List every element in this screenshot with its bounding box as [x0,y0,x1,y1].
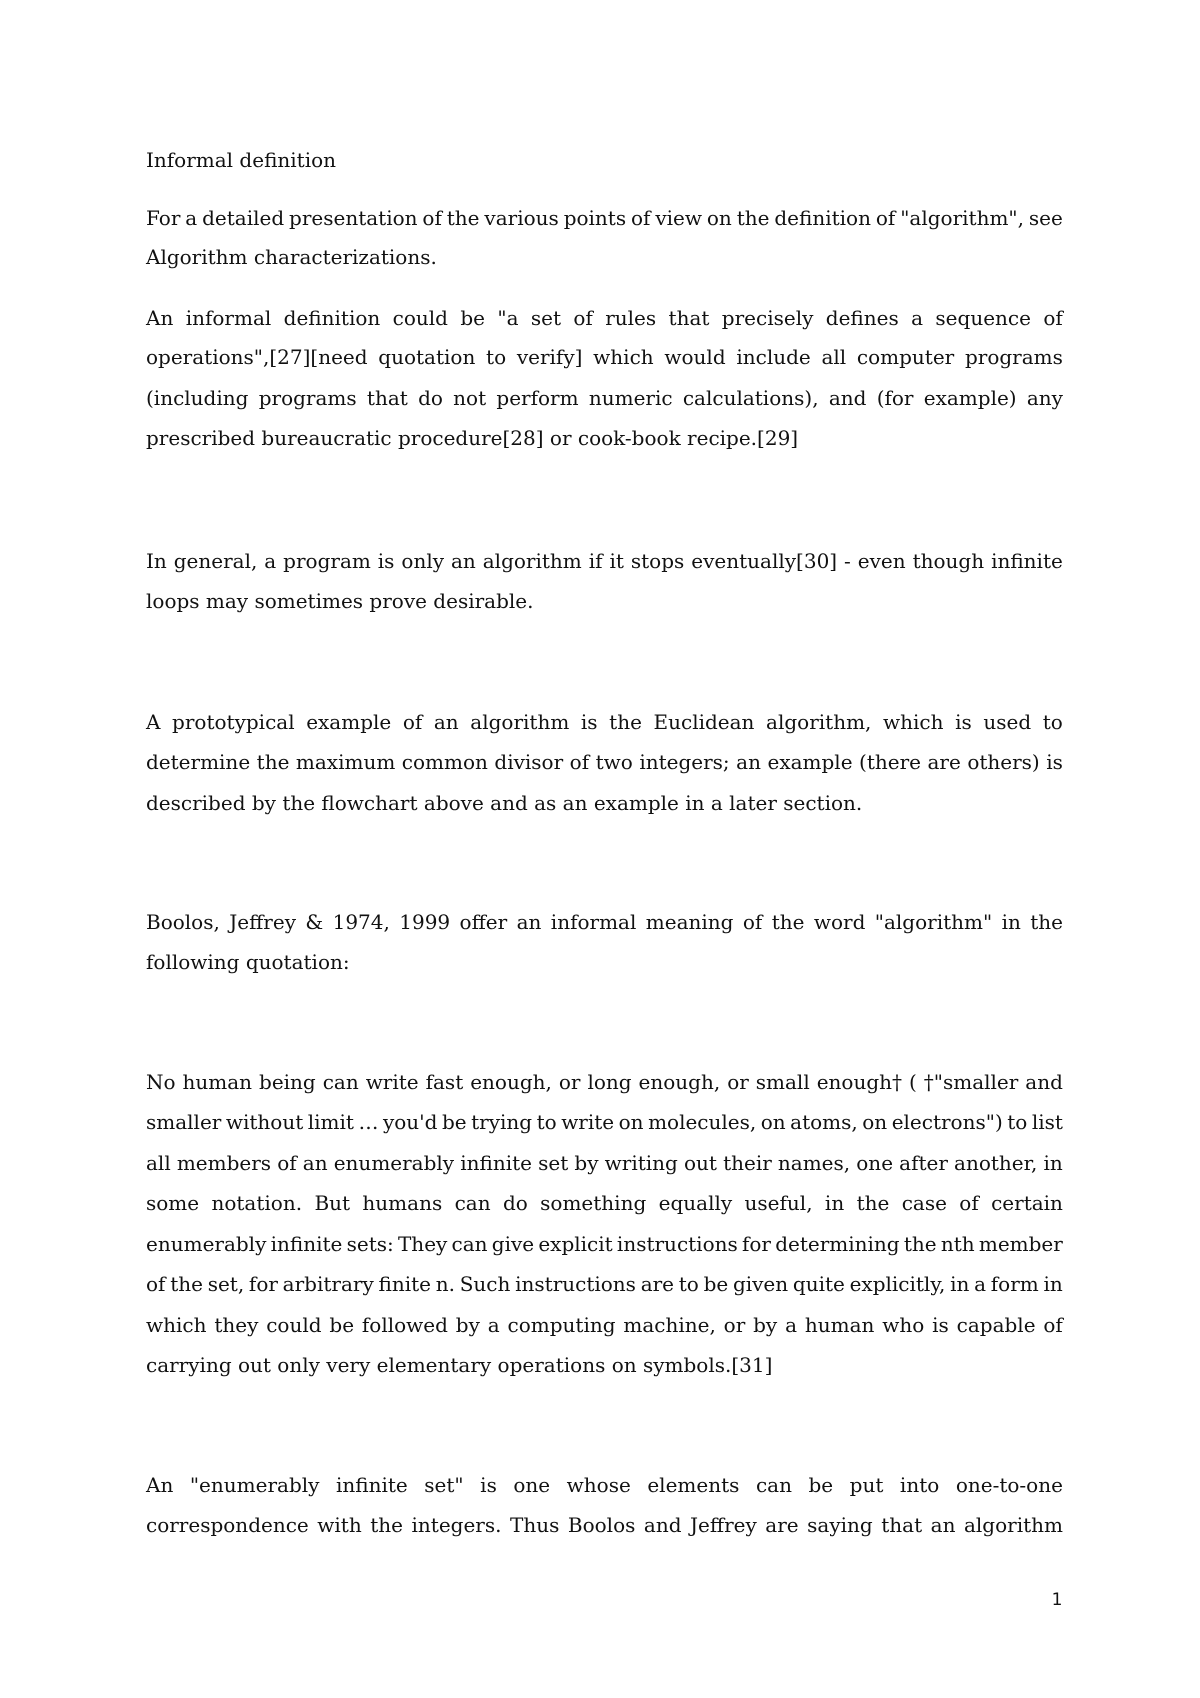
word: computing [507,1313,616,1337]
word: of [569,750,590,774]
word: maximum [295,750,396,774]
word: would [664,345,726,369]
word: integers. [411,1513,502,1537]
word: an [450,549,476,573]
word: writing [604,1151,678,1175]
paragraph-2-line-1 [146,306,1063,330]
word: algorithm [482,549,582,573]
paragraph-3-line-1 [146,549,1063,573]
word: algorithm [470,710,570,734]
word: view [655,206,702,230]
word: not [453,386,487,410]
word: quite [792,1272,845,1296]
word: one-to-one [955,1473,1063,1497]
paragraph-6-line-5 [146,1232,1063,1256]
word: set, [207,1272,245,1296]
word: that [881,1513,923,1537]
word: of [959,1191,979,1215]
word: and [1025,1070,1063,1094]
word: instructions [616,1232,738,1256]
word: presentation [289,206,418,230]
word: even [857,549,906,573]
word: equally [658,1191,733,1215]
word: stops [630,549,685,573]
word: or [727,1070,749,1094]
word: quotation [378,345,476,369]
word: another, [954,1151,1038,1175]
word: useful, [744,1191,813,1215]
word: (there [859,750,921,774]
word: are [640,1272,675,1296]
word: for [741,1232,771,1256]
word: explicit [538,1232,613,1256]
word: can [755,1473,792,1497]
word: or [558,1070,581,1094]
word: followed [361,1313,448,1337]
word: are [927,750,961,774]
word: in [1043,1151,1063,1175]
word: or [723,1313,746,1337]
word: Jeffrey [229,910,296,934]
word: the [856,1191,890,1215]
word: sequence [935,306,1031,330]
paragraph-6-line-3 [146,1151,1063,1175]
word: an [302,1151,328,1175]
paragraph-5-line-2: following quotation: [146,950,350,974]
word: it [609,549,624,573]
word: example) [923,386,1017,410]
word: For [146,206,181,230]
word: set [538,1151,569,1175]
word: write [561,1110,615,1134]
word: of [573,306,593,330]
word: could [266,1313,322,1337]
word: Boolos, [146,910,220,934]
word: names, [777,1151,851,1175]
word: be [329,1313,355,1337]
word: "algorithm", [900,206,1024,230]
word: all [146,1151,171,1175]
word: infinite [991,549,1063,573]
word: the [609,710,642,734]
word: used [983,710,1032,734]
word: programs [258,386,357,410]
word: to [1007,1110,1028,1134]
word: of [875,206,896,230]
word: detailed [202,206,285,230]
word: But [314,1191,351,1215]
word: program [283,549,371,573]
word: Jeffrey [690,1513,757,1537]
word: human [182,1070,253,1094]
word: and [643,1513,682,1537]
word: determining [775,1232,900,1256]
word: of [742,910,763,934]
word: the [256,750,290,774]
word: is [580,710,598,734]
word: algorithm [963,1513,1063,1537]
word: enough† [816,1070,903,1094]
word: an [930,1513,956,1537]
word: definition [283,306,381,330]
word: a [264,549,277,573]
word: trying [471,1110,533,1134]
word: precisely [721,306,814,330]
word: for [248,1272,278,1296]
word: … [358,1110,379,1134]
word: in [1043,1272,1063,1296]
word: explicitly, [849,1272,946,1296]
section-heading: Informal definition [146,148,337,172]
word: member [978,1232,1063,1256]
word: and [828,386,867,410]
word: integers; [639,750,730,774]
word: in [950,1272,970,1296]
word: can [322,1070,359,1094]
word: in [824,1191,845,1215]
word: - [844,549,851,573]
word: be [703,1272,729,1296]
word: offer [459,910,508,934]
paragraph-4-line-3: described by the flowchart above and as an example in a later section. [146,791,863,815]
word: if [588,549,603,573]
word: something [540,1191,647,1215]
word: enumerably [146,1232,267,1256]
word: on [706,206,732,230]
word: humans [362,1191,443,1215]
word: enough, [470,1070,552,1094]
word: They [397,1232,448,1256]
word: all [821,345,847,369]
word: & [305,910,324,934]
word: definition [774,206,871,230]
word: nth [940,1232,975,1256]
word: on [618,1110,644,1134]
word: operations",[27][need [146,345,368,369]
word: being [259,1070,316,1094]
word: their [723,1151,772,1175]
word: the [370,1513,403,1537]
word: 1974, [332,910,390,934]
word: out [683,1151,717,1175]
word: that [668,306,710,330]
paragraph-4-line-2 [146,750,1063,774]
word: of [422,206,442,230]
word: into [899,1473,940,1497]
word: members [176,1151,272,1175]
word: prototypical [172,710,295,734]
word: defines [825,306,899,330]
paragraph-2-line-4: prescribed bureaucratic procedure[28] or cook-book recipe.[29] [146,426,799,450]
word: notation. [211,1191,303,1215]
word: a [487,1313,500,1337]
word: In [146,549,167,573]
word: "enumerably [189,1473,320,1497]
word: enumerably [333,1151,455,1175]
paragraph-6-line-1 [146,1070,1063,1094]
word: small [755,1070,810,1094]
word: which [146,1313,207,1337]
paragraph-1-line-2: Algorithm characterizations. [146,245,437,269]
word: you'd [382,1110,438,1134]
word: are [765,1513,799,1537]
paragraph-3-line-2: loops may sometimes prove desirable. [146,589,534,613]
word: limit [307,1110,354,1134]
word: electrons") [891,1110,1003,1134]
word: is [1046,750,1063,774]
word: Such [459,1272,511,1296]
word: sets: [346,1232,394,1256]
word: with [317,1513,362,1537]
word: finite [378,1272,431,1296]
word: be [808,1473,834,1497]
word: is [377,549,395,573]
word: infinite [460,1151,533,1175]
word: who [882,1313,925,1337]
word: they [214,1313,259,1337]
word: the [446,206,480,230]
word: perform [496,386,579,410]
word: any [1026,386,1063,410]
word: some [146,1191,200,1215]
word: certain [991,1191,1063,1215]
word: An [146,306,174,330]
word: list [1031,1110,1063,1134]
word: calculations), [682,386,819,410]
word: ( [909,1070,917,1094]
word: given [732,1272,789,1296]
word: to [536,1110,557,1134]
word: 1999 [399,910,451,934]
paragraph-2-line-2 [146,345,1063,369]
word: one [856,1151,894,1175]
word: points [563,206,627,230]
word: be [460,306,485,330]
paragraph-4-line-1 [146,710,1063,734]
paragraph-6-line-7 [146,1313,1063,1337]
word: (for [876,386,914,410]
word: of [146,1272,166,1296]
word: of [402,710,423,734]
word: rules [605,306,657,330]
paragraph-7-line-2 [146,1513,1063,1537]
word: smaller [146,1110,222,1134]
word: by [574,1151,599,1175]
word: informal [185,306,272,330]
paragraph-7-line-1 [146,1473,1063,1497]
word: numeric [588,386,673,410]
word: can [451,1232,488,1256]
word: atoms, [790,1110,858,1134]
word: determine [146,750,251,774]
paragraph-2-line-3 [146,386,1063,410]
word: which [883,710,944,734]
word: two [595,750,633,774]
word: computer [856,345,955,369]
word: arbitrary [282,1272,374,1296]
word: is [932,1313,949,1337]
word: form [990,1272,1039,1296]
word: which [593,345,654,369]
word: Boolos [567,1513,636,1537]
word: meaning [645,910,734,934]
word: divisor [494,750,564,774]
word: put [849,1473,884,1497]
word: various [484,206,559,230]
word: whose [566,1473,631,1497]
word: algorithm, [766,710,872,734]
word: eventually[30] [691,549,838,573]
word: Thus [510,1513,560,1537]
paragraph-6-line-4 [146,1191,1063,1215]
word: a [974,1272,987,1296]
word: (including [146,386,249,410]
word: saying [807,1513,873,1537]
word: example [767,750,853,774]
word: only [401,549,445,573]
word: set [530,306,562,330]
word: on [862,1110,888,1134]
word: a [785,1313,798,1337]
word: An [146,1473,174,1497]
word: common [401,750,488,774]
word: programs [964,345,1063,369]
word: molecules, [648,1110,757,1134]
paragraph-6-line-6 [146,1272,1063,1296]
word: infinite [335,1473,408,1497]
paragraph-5-line-1 [146,910,1063,934]
word: an [516,910,542,934]
word: A [146,710,161,734]
word: No [146,1070,176,1094]
word: though [912,549,985,573]
word: the [170,1272,203,1296]
word: a [911,306,924,330]
word: of [1043,1313,1063,1337]
word: verify] [516,345,583,369]
word: of [1043,306,1063,330]
word: on [760,1110,786,1134]
word: one [513,1473,551,1497]
word: by [455,1313,480,1337]
word: Euclidean [653,710,755,734]
paragraph-6-line-8: carrying out only very elementary operations on symbols.[31] [146,1353,773,1377]
word: "algorithm" [874,910,993,934]
word: others) [967,750,1040,774]
word: machine, [623,1313,716,1337]
word: of [277,1151,297,1175]
word: informal [550,910,637,934]
word: that [366,386,408,410]
word: an [433,710,459,734]
word: "a [497,306,519,330]
word: see [1028,206,1063,230]
word: give [491,1232,535,1256]
word: word [813,910,866,934]
word: correspondence [146,1513,309,1537]
word: include [736,345,811,369]
word: after [899,1151,948,1175]
word: the [736,206,770,230]
word: the [1030,910,1063,934]
word: write [365,1070,419,1094]
word: enough, [638,1070,721,1094]
word: without [225,1110,304,1134]
word: to [678,1272,699,1296]
word: set" [424,1473,464,1497]
word: of [631,206,651,230]
word: elements [647,1473,740,1497]
word: by [753,1313,778,1337]
word: †"smaller [923,1070,1019,1094]
word: do [502,1191,528,1215]
page-number: 1 [1051,1590,1063,1610]
word: the [903,1232,937,1256]
word: the [771,910,805,934]
word: instructions [515,1272,636,1296]
word: fast [425,1070,464,1094]
word: do [418,386,443,410]
word: example [306,710,392,734]
word: is [955,710,972,734]
word: human [804,1313,875,1337]
paragraph-1-line-1 [146,206,1063,230]
word: is [480,1473,497,1497]
word: infinite [270,1232,343,1256]
word: capable [956,1313,1036,1337]
word: n. [435,1272,455,1296]
word: to [486,345,507,369]
word: be [441,1110,467,1134]
word: a [185,206,198,230]
word: general, [173,549,258,573]
word: can [454,1191,491,1215]
paragraph-6-line-2 [146,1110,1063,1134]
word: to [1042,710,1063,734]
word: in [1001,910,1021,934]
word: case [901,1191,947,1215]
word: long [587,1070,632,1094]
word: an [736,750,761,774]
word: could [392,306,448,330]
